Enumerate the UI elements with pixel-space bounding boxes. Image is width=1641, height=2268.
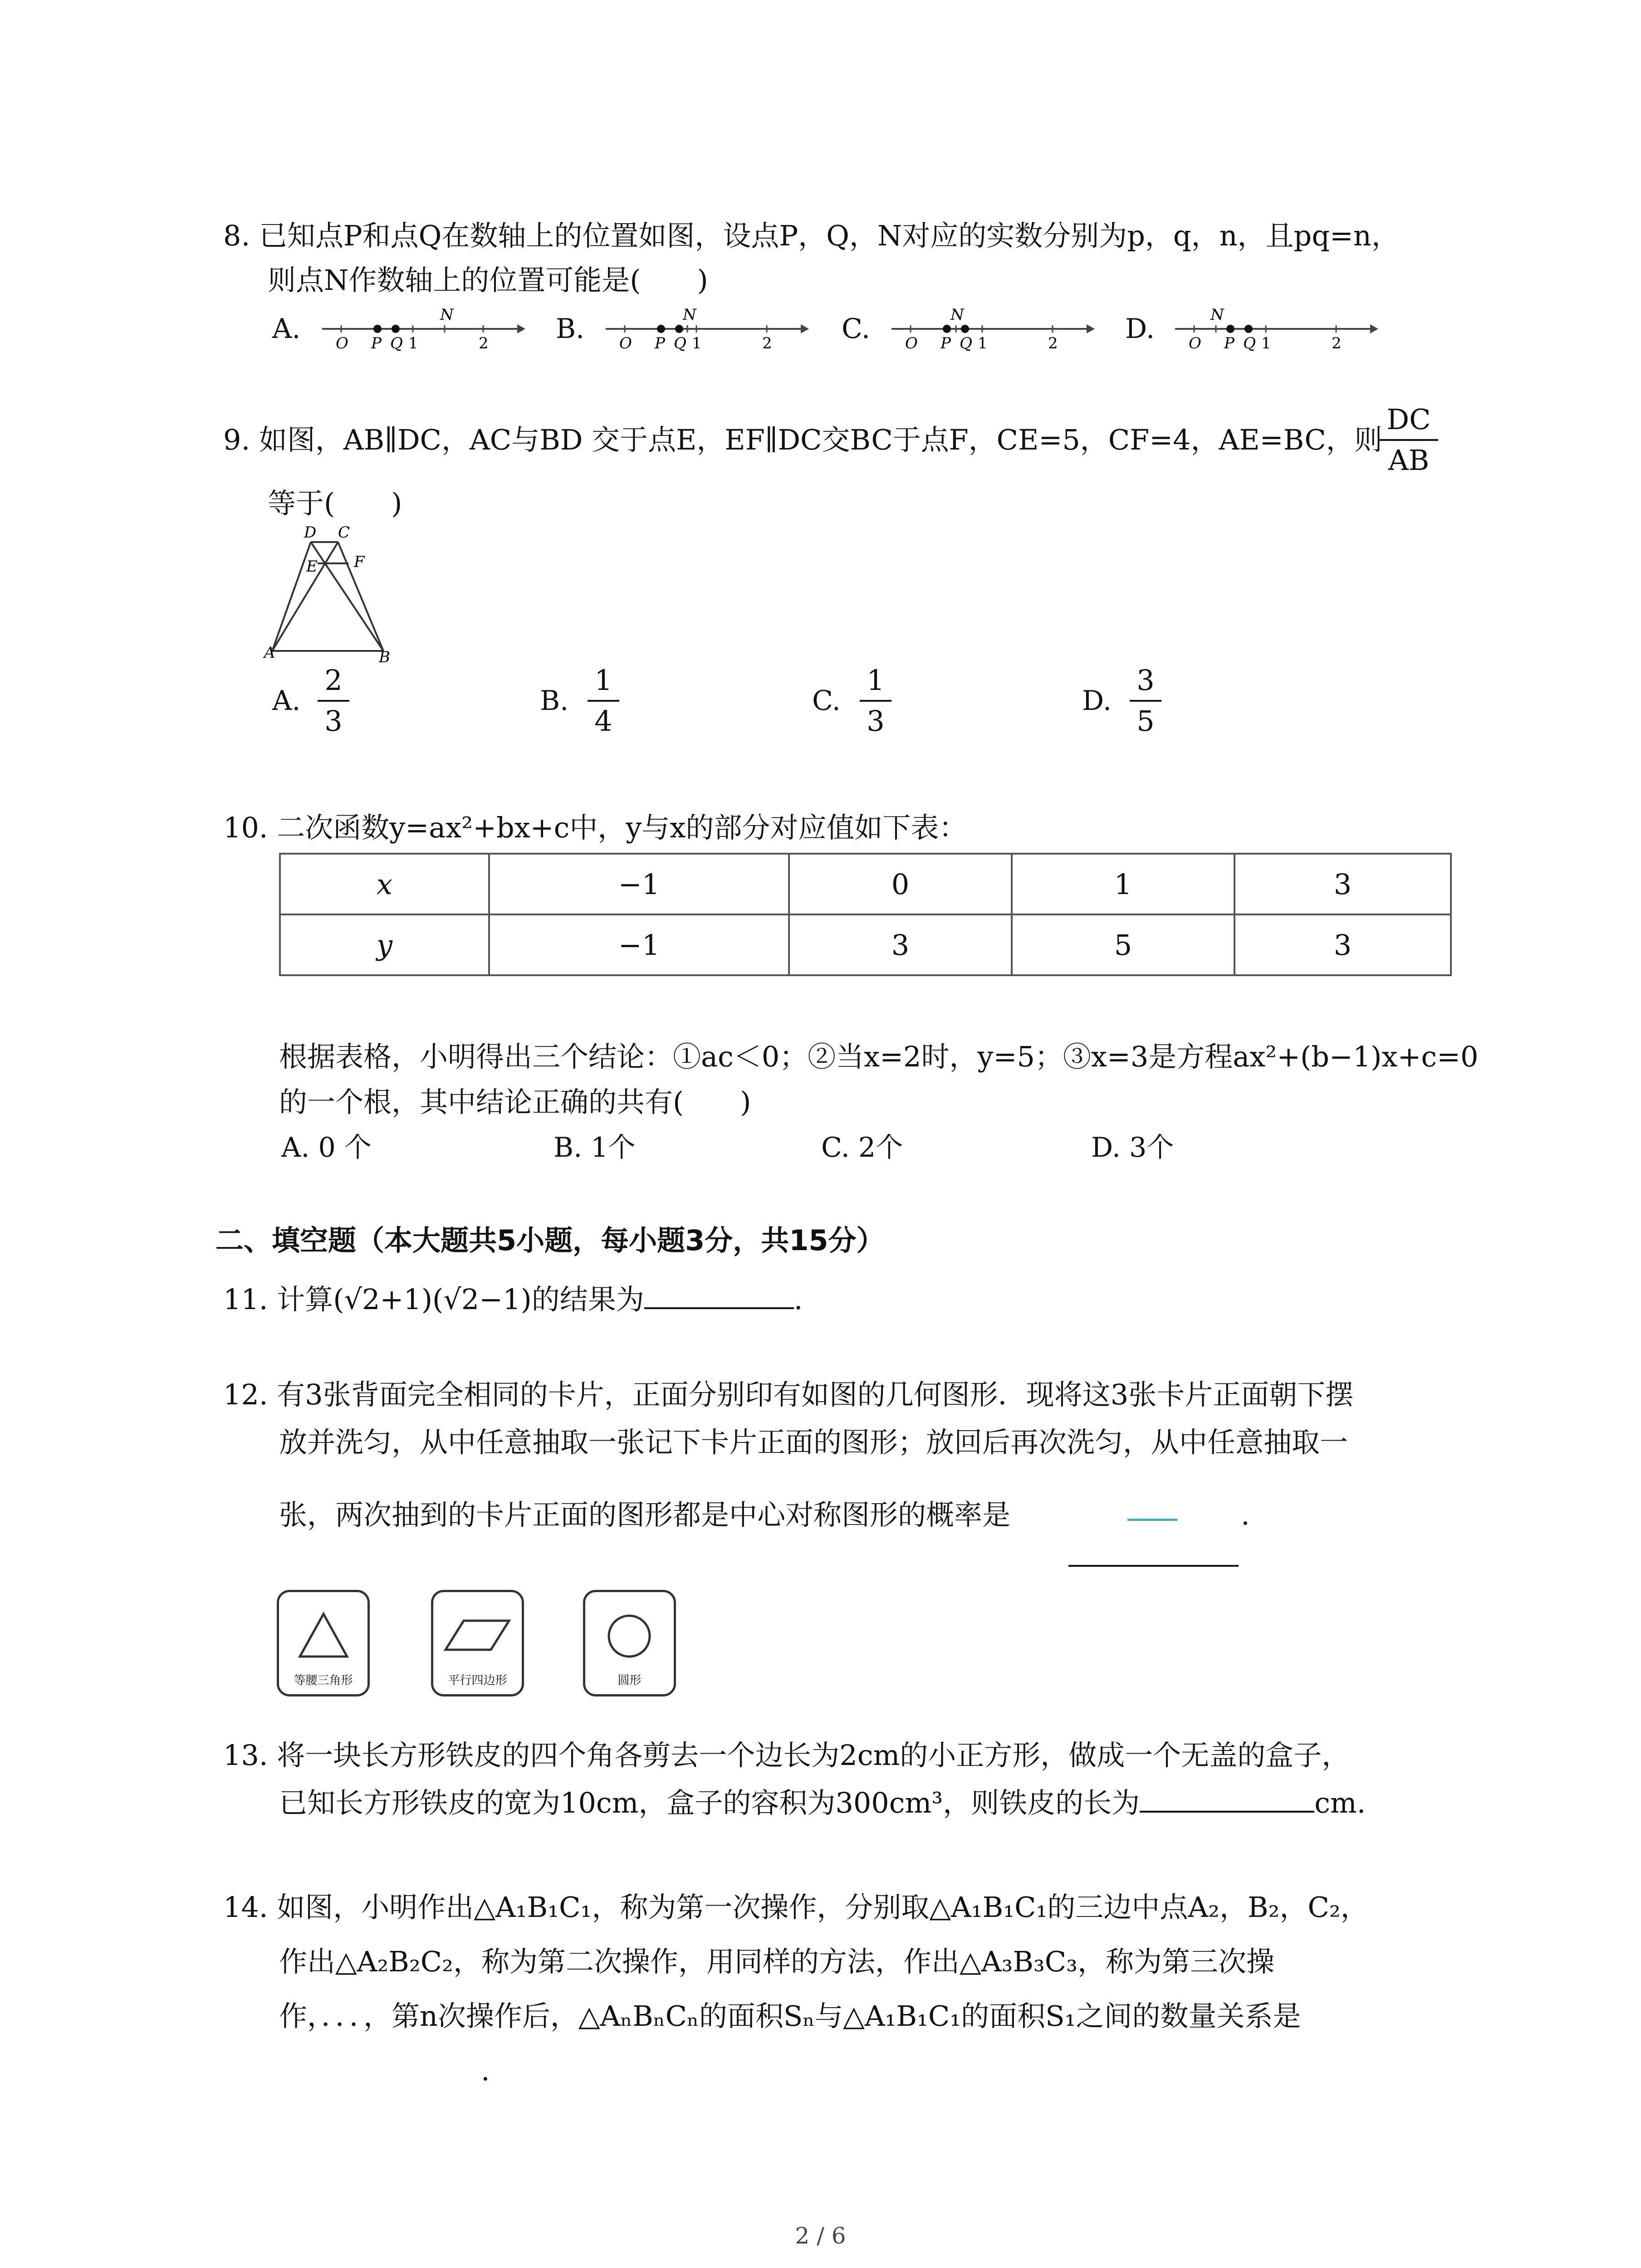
q11-line [223, 1281, 803, 1318]
q9-trapezoid-figure [259, 522, 408, 667]
q13-end: cm. [1314, 1786, 1366, 1819]
q9-option-b-denominator: 4 [594, 704, 612, 738]
q8b-o-label: O [619, 334, 632, 352]
card-caption: 圆形 [617, 1674, 642, 1687]
q12-line3: 张，两次抽到的卡片正面的图形都是中心对称图形的概率是 [279, 1498, 1011, 1531]
q9-line2: 等于( ) [268, 487, 402, 520]
q8a-p-label: P [371, 334, 382, 352]
table-cell: 0 [789, 854, 1012, 914]
q9-option-d-fraction [1130, 665, 1161, 737]
q9-option-b-fraction [588, 665, 619, 737]
q8d-o-label: O [1189, 334, 1201, 352]
q8-line2: 则点N作数轴上的位置可能是( ) [268, 264, 708, 297]
q11-answer-blank[interactable] [644, 1307, 794, 1309]
q9-option-a-denominator: 3 [324, 704, 343, 738]
triangle-icon [296, 1610, 351, 1660]
q8b-n-label: N [683, 306, 696, 324]
table-cell: 1 [1012, 854, 1234, 914]
q8a-n-label: N [440, 306, 454, 324]
q8b-one-label: 1 [692, 334, 702, 352]
q8c-o-label: O [905, 334, 918, 352]
q13-line2 [279, 1785, 1366, 1821]
q13-text: 已知长方形铁皮的宽为10cm，盒子的容积为300cm³，则铁皮的长为 [279, 1786, 1140, 1819]
q8-option-a-number-line [318, 299, 526, 354]
q8-option-b-number-line [601, 299, 810, 354]
q9-option-c-numerator: 1 [867, 664, 885, 697]
q8-option-c-number-line [887, 299, 1096, 354]
q12-answer-blank[interactable] [1068, 1565, 1239, 1567]
card-caption: 等腰三角形 [294, 1674, 353, 1687]
table-cell: 3 [1234, 914, 1451, 975]
q9-label-f: F [354, 553, 365, 571]
q8d-p-label: P [1224, 334, 1234, 352]
card-parallelogram [431, 1590, 524, 1696]
q8a-q-label: Q [390, 334, 403, 352]
q8-option-c-label[interactable]: C. [842, 313, 870, 345]
table-cell: 3 [789, 914, 1012, 975]
table-cell: −1 [489, 854, 789, 914]
q9-fraction-denominator: AB [1388, 444, 1430, 477]
q9-option-d-numerator: 3 [1136, 664, 1155, 697]
card-circle [583, 1590, 676, 1696]
section-heading-fill-in: 二、填空题（本大题共5小题，每小题3分，共15分） [216, 1224, 885, 1257]
q9-option-c-fraction [860, 665, 892, 737]
q8c-n-label: N [950, 306, 964, 324]
circle-icon [604, 1611, 654, 1661]
q12-line1: 12. 有3张背面完全相同的卡片，正面分别印有如图的几何图形．现将这3张卡片正面朝下摆 [223, 1378, 1354, 1411]
q9-option-c-label[interactable]: C. [812, 685, 841, 717]
table-cell: y [280, 914, 489, 975]
q14-line2: 作出△A₂B₂C₂，称为第二次操作，用同样的方法，作出△A₃B₃C₃，称为第三次操 [279, 1945, 1275, 1978]
q8-option-a-label[interactable]: A. [272, 313, 301, 345]
q14-line1: 14. 如图，小明作出△A₁B₁C₁，称为第一次操作，分别取△A₁B₁C₁的三边中点A₂，B₂，C₂， [223, 1891, 1369, 1924]
q12-end: . [1241, 1498, 1250, 1531]
table-cell: 3 [1234, 854, 1451, 914]
q9-option-b-label[interactable]: B. [540, 685, 569, 717]
q8c-p-label: P [941, 334, 951, 352]
q9-label-c: C [338, 523, 350, 542]
q10-line3: 的一个根，其中结论正确的共有( ) [279, 1085, 751, 1119]
q9-label-e: E [306, 557, 318, 576]
q11-end: . [794, 1283, 803, 1316]
q12-line2: 放并洗匀，从中任意抽取一张记下卡片正面的图形；放回后再次洗匀，从中任意抽取一 [279, 1426, 1348, 1459]
q8a-two-label: 2 [479, 334, 489, 352]
table-cell: x [280, 854, 489, 914]
q11-text: 11. 计算(√2+1)(√2−1)的结果为 [223, 1283, 644, 1316]
q8b-p-label: P [655, 334, 665, 352]
q8b-two-label: 2 [762, 334, 772, 352]
q9-label-d: D [304, 523, 317, 542]
q9-line1: 9. 如图，AB∥DC，AC与BD 交于点E，EF∥DC交BC于点F，CE=5，CF=4，AE=BC，则 [223, 423, 1382, 456]
q8c-q-label: Q [960, 334, 972, 352]
q9-label-b: B [379, 648, 390, 666]
q10-option-b[interactable]: B. 1个 [554, 1132, 636, 1163]
q8c-one-label: 1 [978, 334, 988, 352]
q8d-one-label: 1 [1261, 334, 1271, 352]
q8c-two-label: 2 [1048, 334, 1058, 352]
q8b-q-label: Q [674, 334, 686, 352]
q9-fraction-numerator: DC [1386, 403, 1431, 436]
table-row [280, 854, 1451, 914]
q8a-one-label: 1 [408, 334, 418, 352]
q8-line1: 8. 已知点P和点Q在数轴上的位置如图，设点P，Q，N对应的实数分别为p，q，n，且pq=n， [223, 219, 1400, 252]
q10-option-d[interactable]: D. 3个 [1091, 1132, 1174, 1163]
q9-option-a-numerator: 2 [324, 664, 343, 697]
q9-option-b-numerator: 1 [594, 664, 612, 697]
table-cell: −1 [489, 914, 789, 975]
card-caption: 平行四边形 [448, 1674, 507, 1687]
q8-option-b-label[interactable]: B. [556, 313, 585, 345]
q8-option-d-number-line [1171, 299, 1379, 354]
q8a-o-label: O [336, 334, 348, 352]
q10-line1: 10. 二次函数y=ax²+bx+c中，y与x的部分对应值如下表： [223, 811, 967, 844]
q8d-n-label: N [1210, 306, 1224, 324]
parallelogram-icon [443, 1617, 511, 1653]
q9-label-a: A [264, 644, 275, 662]
page-number: 2 / 6 [795, 2223, 846, 2249]
q13-line1: 13. 将一块长方形铁皮的四个角各剪去一个边长为2cm的小正方形，做成一个无盖的盒子， [223, 1739, 1350, 1772]
q10-option-c[interactable]: C. 2个 [821, 1132, 903, 1163]
q9-option-a-label[interactable]: A. [272, 685, 301, 717]
q10-option-a[interactable]: A. 0 个 [281, 1132, 372, 1163]
q12-fraction-bar [1127, 1519, 1177, 1521]
q10-line2: 根据表格，小明得出三个结论：①ac＜0；②当x=2时，y=5；③x=3是方程ax²+(b−1)x+c=0 [279, 1040, 1479, 1073]
card-isosceles-triangle [277, 1590, 370, 1696]
q8d-two-label: 2 [1332, 334, 1342, 352]
q9-option-d-denominator: 5 [1136, 704, 1155, 738]
q14-line3: 作，．．．，第n次操作后，△AₙBₙCₙ的面积Sₙ与△A₁B₁C₁的面积S₁之间的数量关系是 [279, 1999, 1301, 2033]
q9-option-c-denominator: 3 [867, 704, 885, 738]
q10-value-table [279, 853, 1452, 976]
q9-option-d-label[interactable]: D. [1082, 685, 1112, 717]
q8-option-d-label[interactable]: D. [1125, 313, 1155, 345]
q9-fraction [1379, 404, 1438, 476]
table-row [280, 914, 1451, 975]
q14-end: . [481, 2054, 490, 2087]
q8d-q-label: Q [1243, 334, 1256, 352]
q13-answer-blank[interactable] [1140, 1811, 1314, 1813]
q9-option-a-fraction [318, 665, 349, 737]
table-cell: 5 [1012, 914, 1234, 975]
